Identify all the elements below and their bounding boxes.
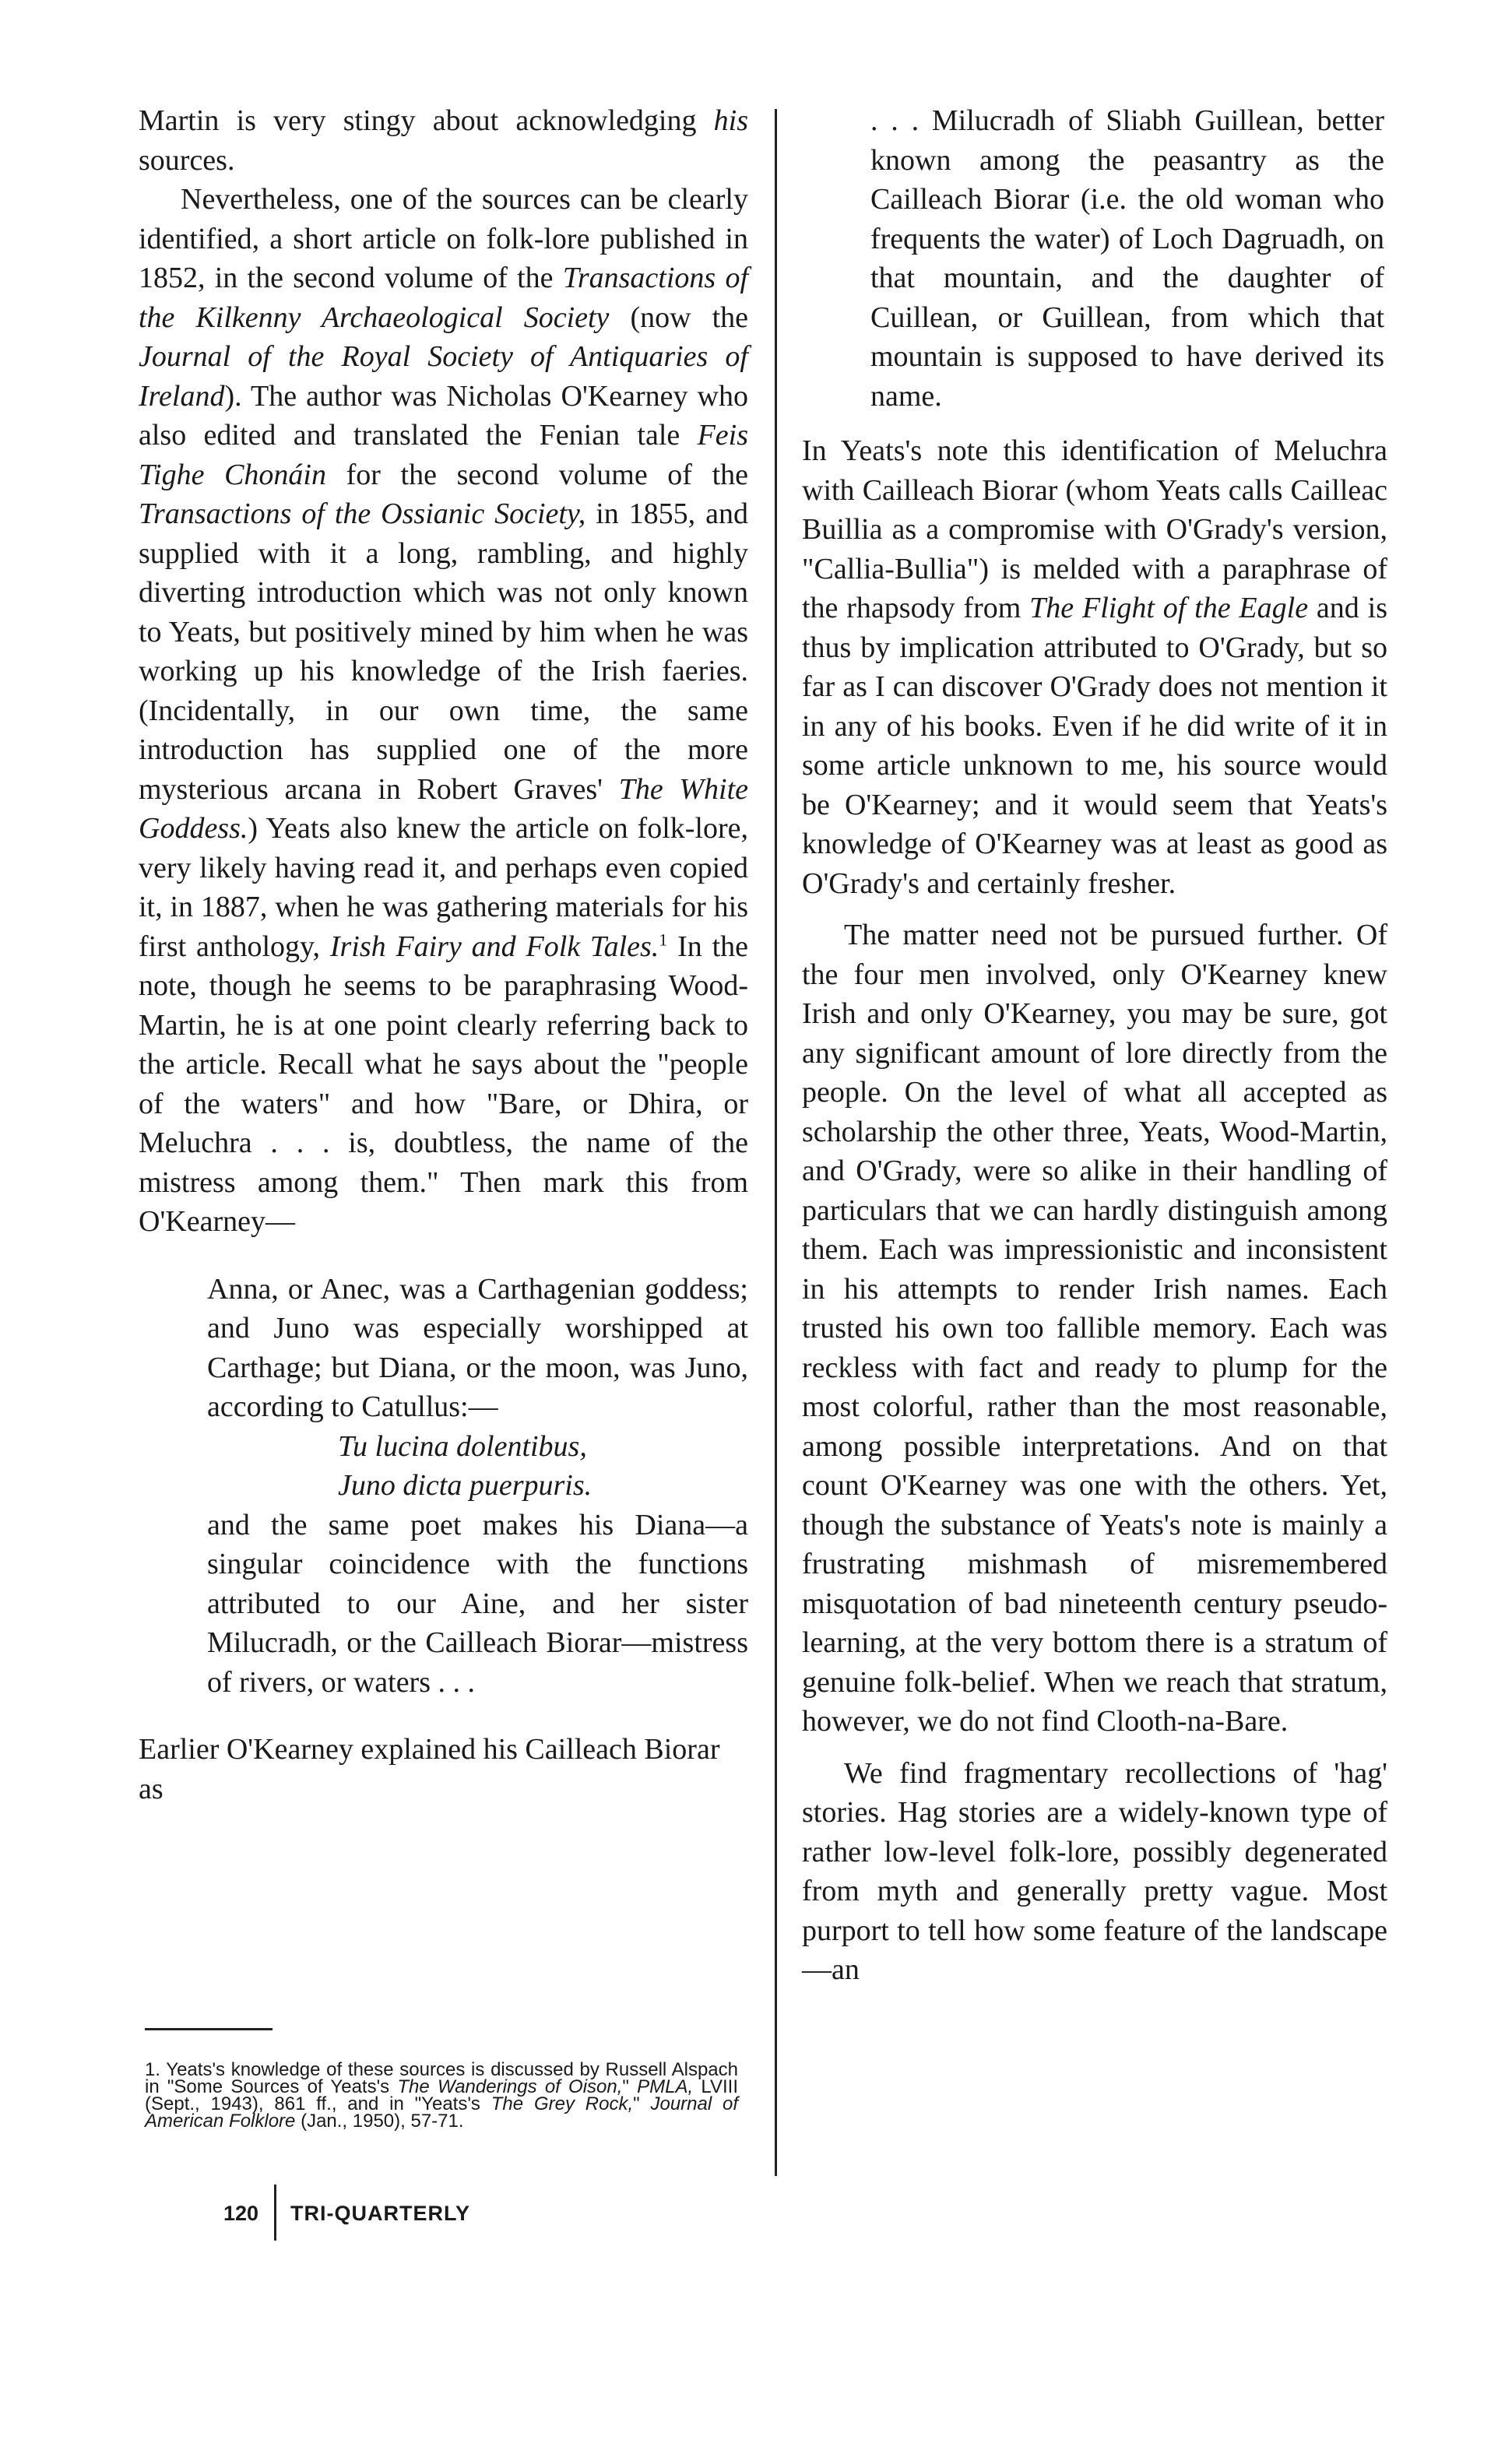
paragraph-3: Earlier O'Kearney explained his Cailleach Biorar as <box>139 1733 720 1805</box>
left-column <box>139 101 748 1808</box>
block-quote-milucradh <box>802 101 1387 416</box>
quote-milucradh-text: . . . Milucradh of Sliabh Guillean, better known among the peasantry as the Cailleach Biorar (i.e. the old woman who frequents the water) of Loch Dagruadh, on that mountain, and the daughter of Cuillean, or Guillean, from which that mountain is supposed to have derived its name. <box>870 104 1384 413</box>
paragraph-matter: The matter need not be pursued further. Of the four men involved, only O'Kearney knew Irish and only O'Kearney, you may be sure, got any significant amount of lore directly from the people. On the level of what all accepted as scholarship the other three, Yeats, Wood-Martin, and O'Grady, were so alike in their handling of particulars that we can hardly distinguish among them. Each was impressionistic and inconsistent in his attempts to render Irish names. Each trusted his own too fallible memory. Each was reckless with fact and ready to plump for the most colorful, rather than the most reasonable, among possible interpretations. And on that count O'Kearney was one with the others. Yet, though the substance of Yeats's note is mainly a frustrating mishmash of misremembered misquotation of bad nineteenth century pseudo-learning, at the very bottom there is a stratum of genuine folk-belief. When we reach that stratum, however, we do not find Clooth-na-Bare. <box>802 919 1387 1738</box>
verse-line-2: Juno dicta puerpuris. <box>338 1469 592 1502</box>
column-divider <box>775 109 777 2176</box>
paragraph-2: Nevertheless, one of the sources can be clearly identified, a short article on folk-lore published in 1852, in the second volume of the Transactions of the Kilkenny Archaeological Society (now the Journal of the Royal Society of Antiquaries of Ireland). The author was Nicholas O'Kearney who also edited and translated the Fenian tale Feis Tighe Chonáin for the second volume of the Transactions of the Ossianic Society, in 1855, and supplied with it a long, rambling, and highly diverting introduction which was not only known to Yeats, but positively mined by him when he was working up his knowledge of the Irish faeries. (Incidentally, in our own time, the same introduction has supplied one of the more mysterious arcana in Robert Graves' The White Goddess.) Yeats also knew the article on folk-lore, very likely having read it, and perhaps even copied it, in 1887, when he was gathering materials for his first anthology, Irish Fairy and Folk Tales.$^1$ In the note, though he seems to be paraphrasing Wood-Martin, he is at one point clearly referring back to the article. Recall what he says about the "people of the waters" and how "Bare, or Dhira, or Meluchra . . . is, doubtless, the name of the mistress among them." Then mark this from O'Kearney— <box>139 183 749 1238</box>
paragraph-hag-stories: We find fragmentary recollections of 'hag' stories. Hag stories are a widely-known type of rather low-level folk-lore, possibly degenerated from myth and generally pretty vague. Most purport to tell how some feature of the landscape—an <box>802 1756 1387 1986</box>
verse-line-1: Tu lucina dolentibus, <box>338 1429 587 1463</box>
paragraph-yeats-note: In Yeats's note this identification of Meluchra with Cailleach Biorar (whom Yeats calls Cailleac Buillia as a compromise with O'Grady's version, "Callia-Bullia") is melded with a paraphrase of the rhapsody from The Flight of the Eagle and is thus by implication attributed to O'Grady, but so far as I can discover O'Grady does not mention it in any of his books. Even if he did write of it in some article unknown to me, his source would be O'Kearney; and it would seem that Yeats's knowledge of O'Kearney was at least as good as O'Grady's and certainly fresher. <box>802 434 1387 900</box>
footer-divider <box>274 2185 276 2241</box>
paragraph-1: Martin is very stingy about acknowledging his sources. <box>139 104 748 177</box>
quote-text-2: and the same poet makes his Diana—a singular coincidence with the functions attributed to our Aine, and her sister Milucradh, or the Cailleach Biorar—mistress of rivers, or waters . . . <box>207 1508 748 1699</box>
footnote-1: 1. Yeats's knowledge of these sources is discussed by Russell Alspach in "Some Sources of Yeats's The Wanderings of Oison," PMLA, LVIII (Sept., 1943), 861 ff., and in "Yeats's The Grey Rock," Journal of American Folklore (Jan., 1950), 57-71. <box>145 2059 739 2132</box>
block-quote-catullus <box>207 1270 748 1703</box>
right-column <box>802 101 1387 1990</box>
footnote-rule <box>145 2028 273 2030</box>
page-number: 120 <box>223 2202 259 2225</box>
journal-title: TRI-QUARTERLY <box>290 2202 471 2225</box>
quote-text-1: Anna, or Anec, was a Carthagenian goddess; and Juno was especially worshipped at Carthage; but Diana, or the moon, was Juno, according to Catullus:— <box>207 1272 748 1423</box>
